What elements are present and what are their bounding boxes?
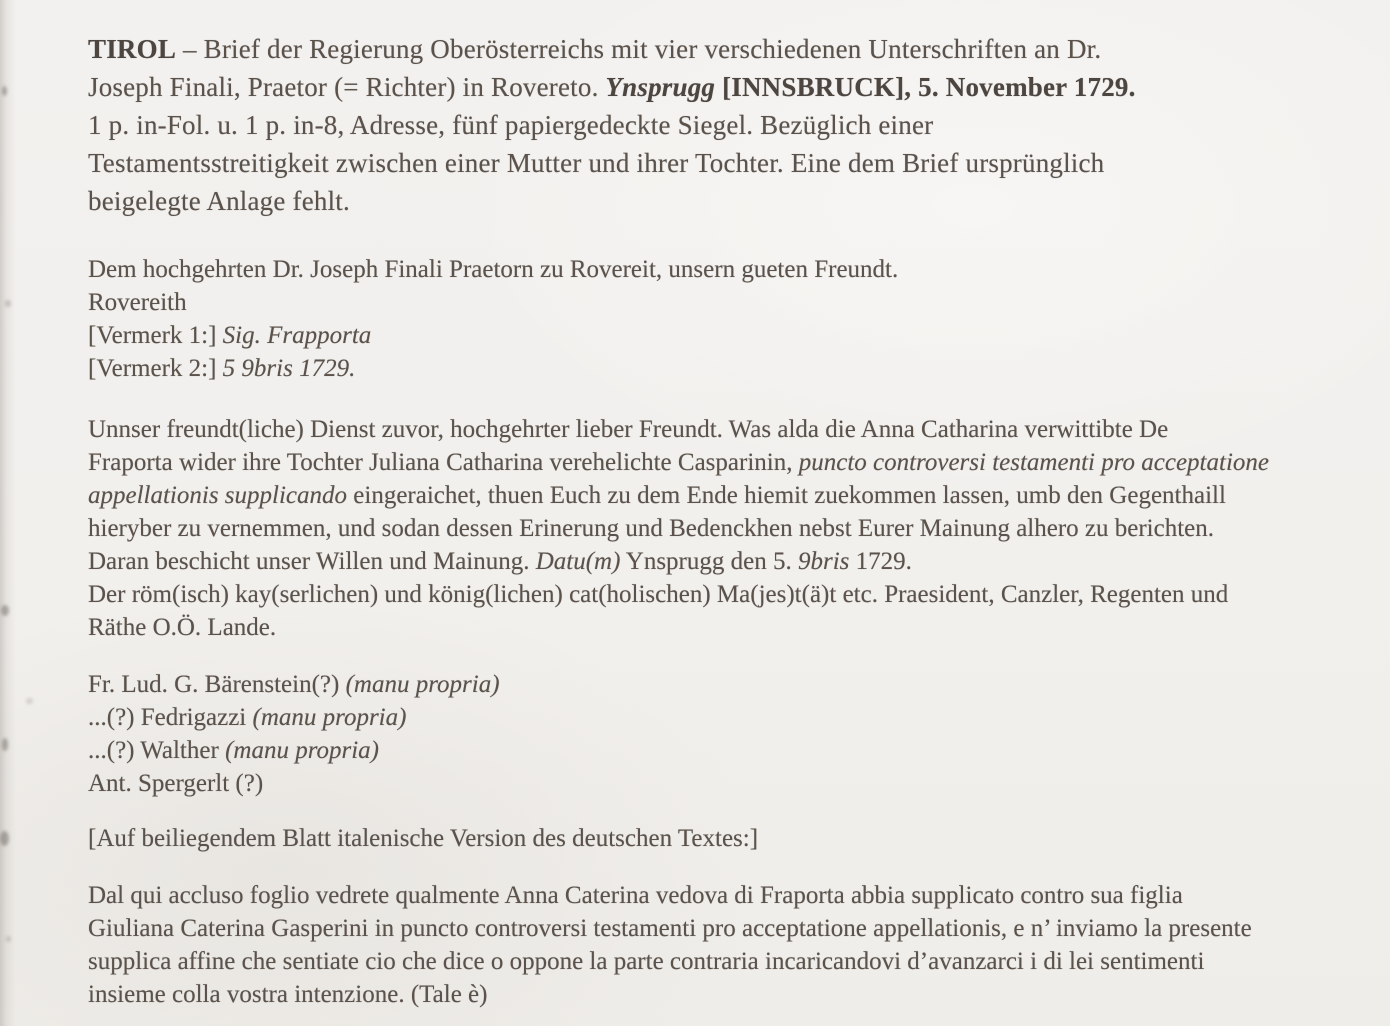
scan-speck	[5, 300, 11, 307]
text-segment: Testamentsstreitigkeit zwischen einer Mutter und ihrer Tochter. Eine dem Brief ursprünglich	[88, 148, 1105, 178]
scan-speck	[2, 738, 8, 751]
text-segment: 5 9bris 1729.	[222, 355, 356, 382]
text-segment: Ynsprugg	[605, 72, 716, 102]
text-line	[88, 912, 1370, 945]
text-line	[88, 578, 1370, 611]
text-segment: TIROL	[88, 34, 177, 64]
text-segment: Joseph Finali, Praetor (= Richter) in Rovereto.	[88, 72, 606, 102]
text-line	[88, 253, 1370, 286]
text-line	[88, 144, 1370, 182]
text-segment: Fraporta wider ihre Tochter Juliana Catharina verehelichte Casparinin,	[88, 449, 799, 476]
italian-paragraph	[88, 879, 1370, 1011]
text-segment: Sig. Frapporta	[222, 322, 372, 349]
text-segment: puncto controversi testamenti pro acceptatione	[798, 449, 1269, 476]
editor-note-line	[88, 822, 1370, 855]
text-line	[88, 352, 1370, 385]
text-segment: 1729.	[849, 548, 912, 575]
text-segment: Unnser freundt(liche) Dienst zuvor, hochgehrter lieber Freundt. Was alda die Anna Catharina verwittibte De	[88, 416, 1169, 443]
text-line	[88, 446, 1370, 479]
letter-body-paragraph	[88, 413, 1370, 644]
scan-speck	[1, 605, 9, 616]
text-segment: eingeraichet, thuen Euch zu dem Ende hiemit zuekommen lassen, umb den Gegenthaill	[347, 482, 1226, 509]
text-line	[88, 767, 1370, 800]
text-segment: Giuliana Caterina Gasperini in puncto controversi testamenti pro acceptatione appellationis, e n’ inviamo la presente	[88, 915, 1252, 942]
text-segment: Rovereith	[88, 289, 187, 316]
text-line	[88, 413, 1370, 446]
text-segment: hieryber zu vernemmen, und sodan dessen Erinerung und Bedenckhen nebst Eurer Mainung alhero zu berichten.	[88, 515, 1215, 542]
text-line	[88, 822, 1370, 855]
text-line	[88, 479, 1370, 512]
text-segment: Fr. Lud. G. Bärenstein(?)	[88, 671, 346, 698]
text-segment: 1 p. in-Fol. u. 1 p. in-8, Adresse, fünf papiergedeckte Siegel. Bezüglich einer	[88, 110, 934, 140]
text-segment: ...(?) Walther	[88, 737, 226, 764]
text-line	[88, 545, 1370, 578]
text-segment: Dal qui accluso foglio vedrete qualmente Anna Caterina vedova di Fraporta abbia supplicato contro sua figlia	[88, 882, 1183, 909]
text-segment: [Vermerk 2:]	[88, 355, 223, 382]
text-segment: Ant. Spergerlt (?)	[88, 770, 264, 797]
text-line	[88, 668, 1370, 701]
text-segment: Räthe O.Ö. Lande.	[88, 614, 277, 641]
header-paragraph	[88, 30, 1370, 220]
scan-speck	[2, 86, 7, 96]
text-segment: Datu(m)	[535, 548, 621, 575]
text-line	[88, 879, 1370, 912]
text-line	[88, 319, 1370, 352]
text-segment: insieme colla vostra intenzione. (Tale è)	[88, 981, 488, 1008]
text-segment: [Auf beiliegendem Blatt italenische Version des deutschen Textes:]	[88, 825, 759, 852]
text-segment: (manu propria)	[345, 671, 500, 698]
text-line	[88, 68, 1370, 106]
text-segment: – Brief der Regierung Oberösterreichs mit vier verschiedenen Unterschriften an Dr.	[176, 34, 1102, 64]
text-segment: [Vermerk 1:]	[88, 322, 223, 349]
text-line	[88, 182, 1370, 220]
text-line	[88, 30, 1370, 68]
text-line	[88, 734, 1370, 767]
text-segment: Der röm(isch) kay(serlichen) und könig(lichen) cat(holischen) Ma(jes)t(ä)t etc. Praesident, Canzler, Regenten und	[88, 581, 1229, 608]
text-segment: Daran beschicht unser Willen und Mainung.	[88, 548, 536, 575]
text-segment: [INNSBRUCK], 5. November 1729.	[715, 72, 1136, 102]
text-segment: appellationis supplicando	[88, 482, 348, 509]
text-segment: ...(?) Fedrigazzi	[88, 704, 253, 731]
text-segment: beigelegte Anlage fehlt.	[88, 186, 350, 216]
signatures-list	[88, 668, 1370, 800]
text-segment: (manu propria)	[252, 704, 407, 731]
document-text-column	[88, 30, 1370, 1011]
text-line	[88, 512, 1370, 545]
scan-speck	[26, 698, 33, 704]
text-segment: supplica affine che sentiate cio che dice o oppone la parte contraria incaricandovi d’avanzarci i di lei sentimenti	[88, 948, 1205, 975]
text-line	[88, 106, 1370, 144]
text-line	[88, 286, 1370, 319]
text-line	[88, 611, 1370, 644]
text-line	[88, 978, 1370, 1011]
scan-speck	[0, 831, 9, 846]
text-segment: Ynsprugg den 5.	[620, 548, 798, 575]
address-block	[88, 253, 1370, 385]
text-segment: Dem hochgehrten Dr. Joseph Finali Praetorn zu Rovereit, unsern gueten Freundt.	[88, 256, 899, 283]
text-segment: 9bris	[797, 548, 850, 575]
text-segment: (manu propria)	[225, 737, 379, 764]
text-line	[88, 945, 1370, 978]
text-line	[88, 701, 1370, 734]
scan-speck	[6, 936, 11, 942]
